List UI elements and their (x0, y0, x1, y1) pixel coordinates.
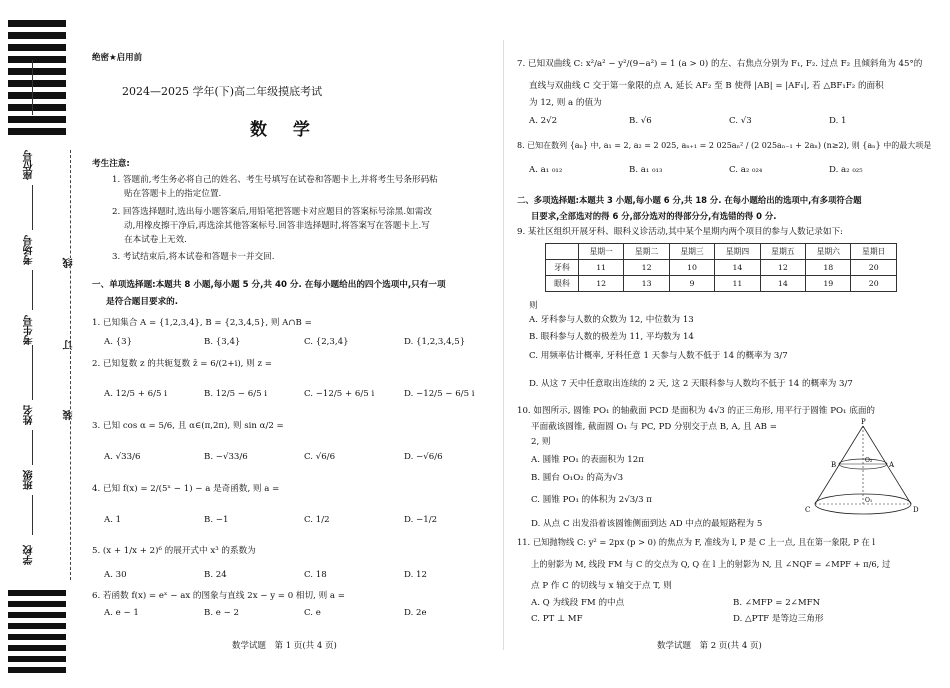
table-cell: 星期二 (624, 244, 669, 260)
class-blank (32, 430, 33, 465)
id-blank (32, 270, 33, 310)
secret-mark: 绝密★启用前 (92, 53, 143, 63)
q5-option-b: B. 24 (204, 570, 227, 580)
table-cell: 13 (624, 276, 669, 292)
q1-stem: 1. 已知集合 A = {1,2,3,4}, B = {2,3,4,5}, 则 A∩B = (92, 318, 312, 328)
q6-option-d: D. 2e (404, 608, 427, 618)
binding-mark-order: 订 (64, 340, 75, 350)
sidebar-label-name: 姓名 (24, 405, 35, 425)
fig-label-p: P (861, 418, 866, 426)
q10-option-a: A. 圆锥 PO₁ 的表面积为 12π (531, 455, 644, 465)
q9-option-d: D. 从这 7 天中任意取出连续的 2 天, 这 2 天眼科参与人数均不低于 14 的概率为 3/7 (529, 379, 853, 389)
q5-option-d: D. 12 (404, 570, 427, 580)
q6-option-b: B. e − 2 (204, 608, 239, 618)
q9-option-a: A. 牙科参与人数的众数为 12, 中位数为 13 (529, 315, 694, 325)
q2-option-d: D. −12/5 − 6/5 i (404, 389, 475, 399)
q3-option-d: D. −√6/6 (404, 452, 443, 462)
section-1-heading-cont: 是符合题目要求的. (106, 297, 179, 307)
fig-label-c: C (805, 506, 811, 514)
q8-option-b: B. a₁ ₀₁₃ (629, 165, 663, 175)
notice-line: 动,用橡皮擦干净后,再选涂其他答案标号.回答非选择题时,将答案写在答题卡上.写 (124, 221, 430, 231)
q6-option-a: A. e − 1 (104, 608, 139, 618)
q4-option-d: D. −1/2 (404, 515, 438, 525)
q1-option-c: C. {2,3,4} (304, 337, 349, 347)
q6-stem: 6. 若函数 f(x) = eˣ − ax 的图象与直线 2x − y = 0 相切, 则 a = (92, 591, 345, 601)
q9-option-b: B. 眼科参与人数的极差为 11, 平均数为 14 (529, 332, 694, 342)
q5-option-c: C. 18 (304, 570, 327, 580)
section-2-heading-cont: 目要求,全部选对的得 6 分,部分选对的得部分分,有选错的得 0 分. (531, 211, 777, 221)
table-cell: 星期五 (760, 244, 805, 260)
table-cell: 20 (851, 260, 897, 276)
q1-option-d: D. {1,2,3,4,5} (404, 337, 466, 347)
q2-option-b: B. 12/5 − 6/5 i (204, 389, 268, 399)
q7-option-a: A. 2√2 (529, 116, 558, 126)
q2-stem: 2. 已知复数 z 的共轭复数 z̄ = 6/(2+i), 则 z = (92, 359, 272, 369)
q3-option-b: B. −√33/6 (204, 452, 248, 462)
q2-option-a: A. 12/5 + 6/5 i (104, 389, 167, 399)
q1-option-a: A. {3} (104, 337, 133, 347)
sidebar-label-school: 学校 (24, 545, 35, 565)
q9-option-c: C. 用频率估计概率, 牙科任意 1 天参与人数不低于 14 的概率为 3/7 (529, 351, 788, 361)
q11-option-a: A. Q 为线段 FM 的中点 (531, 598, 625, 608)
table-cell: 12 (578, 276, 623, 292)
q9-attendance-table (545, 243, 897, 292)
table-cell: 18 (806, 260, 851, 276)
page-2-footer: 数学试题 第 2 页(共 4 页) (657, 641, 762, 651)
cone-edge-left (815, 426, 863, 504)
q11-option-d: D. △PTF 是等边三角形 (733, 614, 824, 624)
table-cell: 星期四 (715, 244, 760, 260)
q3-option-a: A. √33/6 (104, 452, 141, 462)
q4-stem: 4. 已知 f(x) = 2/(5ˣ − 1) − a 是奇函数, 则 a = (92, 484, 280, 494)
notice-line: 贴在答题卡上的指定位置. (124, 189, 222, 199)
q8-option-c: C. a₂ ₀₂₄ (729, 165, 763, 175)
table-cell: 12 (760, 260, 805, 276)
binding-mark-pack: 装 (64, 410, 75, 420)
fig-label-a: A (889, 461, 895, 469)
page-divider (503, 40, 504, 650)
q7-option-d: D. 1 (829, 116, 847, 126)
table-cell (546, 244, 579, 260)
q3-stem: 3. 已知 cos α = 5/6, 且 α∈(π,2π), 则 sin α/2 = (92, 421, 284, 431)
q7-option-b: B. √6 (629, 116, 652, 126)
table-cell: 10 (669, 260, 714, 276)
binding-mark-line: 线 (64, 258, 75, 268)
q10-option-c: C. 圆锥 PO₁ 的体积为 2√3/3 π (531, 495, 652, 505)
q1-option-b: B. {3,4} (204, 337, 241, 347)
sidebar-label-id: 考生号 (24, 315, 35, 345)
binding-line (70, 150, 71, 580)
q4-option-c: C. 1/2 (304, 515, 330, 525)
fig-label-o1: O₁ (865, 497, 873, 504)
q7-option-c: C. √3 (729, 116, 752, 126)
q10-stem-cont: 2, 则 (531, 437, 551, 447)
table-cell: 星期一 (578, 244, 623, 260)
notice-line: 2. 回答选择题时,选出每小题答案后,用铅笔把答题卡对应题目的答案标号涂黑.如需改 (112, 207, 432, 217)
fig-label-d: D (913, 506, 919, 514)
q11-option-c: C. PT ⊥ MF (531, 614, 583, 624)
barcode-stripes-bottom (8, 590, 66, 686)
table-cell: 11 (715, 276, 760, 292)
sidebar-label-room: 考场号 (24, 235, 35, 265)
q8-option-a: A. a₁ ₀₁₂ (529, 165, 563, 175)
page-1-footer: 数学试题 第 1 页(共 4 页) (232, 641, 337, 651)
q3-option-c: C. √6/6 (304, 452, 336, 462)
table-cell: 14 (760, 276, 805, 292)
name-blank (32, 345, 33, 400)
q5-stem: 5. (x + 1/x + 2)⁶ 的展开式中 x³ 的系数为 (92, 546, 256, 556)
notice-title: 考生注意: (92, 159, 130, 169)
q11-stem: 11. 已知抛物线 C: y² = 2px (p > 0) 的焦点为 F, 准线为 l, P 是 C 上一点, 且在第一象限, P 在 l (517, 537, 875, 547)
notice-line: 3. 考试结束后,将本试卷和答题卡一并交回. (112, 252, 275, 262)
q6-option-c: C. e (304, 608, 321, 618)
exam-title: 2024—2025 学年(下)高二年级摸底考试 (122, 85, 323, 98)
q10-stem: 10. 如图所示, 圆锥 PO₁ 的轴截面 PCD 是面积为 4√3 的正三角形, 用平行于圆锥 PO₁ 底面的 (517, 406, 876, 416)
fig-label-o2: O₂ (865, 457, 873, 464)
q10-cone-figure (803, 418, 921, 518)
q10-stem-cont: 平面截该圆锥, 截面圆 O₁ 与 PC, PD 分别交于点 B, A, 且 AB = (531, 422, 777, 432)
table-cell: 11 (578, 260, 623, 276)
room-blank (32, 185, 33, 230)
table-row (546, 276, 897, 292)
q10-option-d: D. 从点 C 出发沿着该圆锥侧面到达 AD 中点的最短路程为 5 (531, 519, 763, 529)
sidebar-label-seat: 座位号 (24, 150, 35, 180)
table-cell: 星期三 (669, 244, 714, 260)
q4-option-b: B. −1 (204, 515, 229, 525)
fig-label-b: B (831, 461, 837, 469)
q8-option-d: D. a₂ ₀₂₅ (829, 165, 863, 175)
q8-stem: 8. 已知在数列 {aₙ} 中, a₁ = 2, a₂ = 2 025, aₙ₊₁ = 2 025aₙ² / (2 025aₙ₋₁ + 2aₙ) (n≥2), 则 {aₙ} 中的最大项是 (517, 141, 932, 150)
sidebar-label-class: 班级 (24, 470, 35, 490)
q5-option-a: A. 30 (104, 570, 127, 580)
barcode-stripes-top (8, 20, 66, 140)
q2-option-c: C. −12/5 + 6/5 i (304, 389, 375, 399)
q10-option-b: B. 圆台 O₁O₂ 的高为√3 (531, 473, 624, 483)
seat-blank (32, 60, 33, 115)
school-blank (32, 495, 33, 535)
q11-stem-cont: 上的射影为 M, 线段 FM 与 C 的交点为 Q, Q 在 l 上的射影为 N, 且 ∠NQF = ∠MPF + π/6, 过 (531, 559, 891, 569)
cone-edge-right (863, 426, 911, 504)
table-cell: 14 (715, 260, 760, 276)
section-1-heading: 一、单项选择题:本题共 8 小题,每小题 5 分,共 40 分. 在每小题给出的四个选项中,只有一项 (92, 280, 446, 290)
table-header-row (546, 244, 897, 260)
table-cell: 9 (669, 276, 714, 292)
q4-option-a: A. 1 (104, 515, 122, 525)
table-row (546, 260, 897, 276)
q11-option-b: B. ∠MFP = 2∠MFN (733, 598, 821, 608)
notice-line: 在本试卷上无效. (124, 235, 187, 245)
notice-line: 1. 答题前,考生务必将自己的姓名、考生号填写在试卷和答题卡上,并将考生号条形码粘 (112, 175, 438, 185)
q9-then: 则 (529, 301, 538, 311)
table-cell: 眼科 (546, 276, 579, 292)
binding-sidebar (0, 0, 75, 688)
subject-title: 数 学 (250, 120, 320, 140)
q7-stem: 7. 已知双曲线 C: x²/a² − y²/(9−a²) = 1 (a > 0) 的左、右焦点分别为 F₁, F₂. 过点 F₂ 且倾斜角为 45°的 (517, 59, 923, 69)
table-cell: 19 (806, 276, 851, 292)
section-2-heading: 二、多项选择题:本题共 3 小题,每小题 6 分,共 18 分. 在每小题给出的选项中,有多项符合题 (517, 195, 862, 205)
table-cell: 星期日 (851, 244, 897, 260)
q11-stem-cont: 点 P 作 C 的切线与 x 轴交于点 T, 则 (531, 581, 672, 591)
table-cell: 牙科 (546, 260, 579, 276)
q9-stem: 9. 某社区组织开展牙科、眼科义诊活动,其中某个星期内两个项目的参与人数记录如下: (517, 227, 843, 237)
table-cell: 20 (851, 276, 897, 292)
table-cell: 12 (624, 260, 669, 276)
table-cell: 星期六 (806, 244, 851, 260)
q7-stem-cont: 直线与双曲线 C 交于第一象限的点 A, 延长 AF₂ 至 B 使得 |AB| = |AF₁|, 若 △BF₁F₂ 的面积 (529, 81, 884, 91)
q7-stem-cont: 为 12, 则 a 的值为 (529, 98, 602, 108)
